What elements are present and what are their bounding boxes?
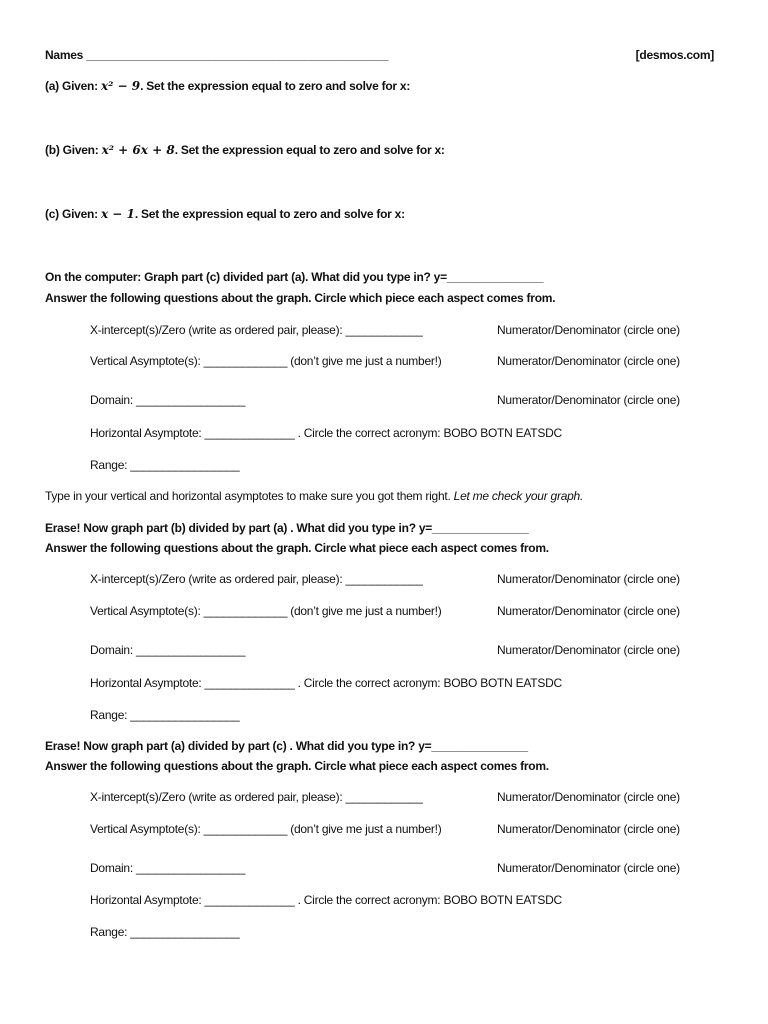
names-line: [45, 48, 388, 62]
horizontal-asymptote-question: Horizontal Asymptote: ______________ . Circle the correct acronym: BOBO BOTN EATSDC: [90, 426, 562, 440]
vertical-asymptote-choice: Numerator/Denominator (circle one): [497, 354, 680, 368]
part-c: [45, 207, 405, 221]
source-label: [desmos.com]: [635, 48, 714, 62]
x-intercept-choice: Numerator/Denominator (circle one): [497, 572, 680, 586]
domain-choice: Numerator/Denominator (circle one): [497, 861, 680, 875]
domain-choice: Numerator/Denominator (circle one): [497, 643, 680, 657]
check-note-italic: Let me check your graph.: [453, 489, 584, 503]
part-instruction: . Set the expression equal to zero and solve for x:: [174, 143, 445, 157]
vertical-asymptote-question: Vertical Asymptote(s): _____________ (don’t give me just a number!): [90, 604, 442, 618]
part-instruction: . Set the expression equal to zero and solve for x:: [134, 207, 405, 221]
range-question: Range: _________________: [90, 708, 240, 722]
domain-question: Domain: _________________: [90, 861, 246, 875]
x-intercept-question: X-intercept(s)/Zero (write as ordered pair, please): ____________: [90, 790, 423, 804]
x-intercept-choice: Numerator/Denominator (circle one): [497, 790, 680, 804]
x-intercept-question: X-intercept(s)/Zero (write as ordered pair, please): ____________: [90, 572, 423, 586]
part-label: (c) Given:: [45, 207, 98, 221]
names-label: Names: [45, 48, 84, 62]
section-intro: Erase! Now graph part (b) divided by part (a) . What did you type in? y=_______________: [45, 521, 529, 535]
part-expression: x² + 6x + 8: [101, 143, 175, 157]
horizontal-asymptote-question: Horizontal Asymptote: ______________ . Circle the correct acronym: BOBO BOTN EATSDC: [90, 676, 562, 690]
domain-question: Domain: _________________: [90, 393, 246, 407]
part-b: [45, 143, 445, 157]
vertical-asymptote-choice: Numerator/Denominator (circle one): [497, 604, 680, 618]
domain-choice: Numerator/Denominator (circle one): [497, 393, 680, 407]
range-question: Range: _________________: [90, 458, 240, 472]
domain-question: Domain: _________________: [90, 643, 246, 657]
part-a: [45, 79, 410, 93]
part-expression: x² − 9: [100, 79, 141, 93]
horizontal-asymptote-question: Horizontal Asymptote: ______________ . Circle the correct acronym: BOBO BOTN EATSDC: [90, 893, 562, 907]
range-question: Range: _________________: [90, 925, 240, 939]
check-note-text: Type in your vertical and horizontal asymptotes to make sure you got them right.: [45, 489, 451, 503]
vertical-asymptote-question: Vertical Asymptote(s): _____________ (don’t give me just a number!): [90, 822, 442, 836]
section-intro: On the computer: Graph part (c) divided part (a). What did you type in? y=_______________: [45, 270, 544, 284]
part-instruction: . Set the expression equal to zero and solve for x:: [140, 79, 411, 93]
section-instruction: Answer the following questions about the graph. Circle what piece each aspect comes from.: [45, 541, 549, 555]
names-blank: _______________________________________________: [86, 48, 389, 62]
section-instruction: Answer the following questions about the graph. Circle which piece each aspect comes from.: [45, 291, 556, 305]
vertical-asymptote-question: Vertical Asymptote(s): _____________ (don’t give me just a number!): [90, 354, 442, 368]
section-instruction: Answer the following questions about the graph. Circle what piece each aspect comes from.: [45, 759, 549, 773]
vertical-asymptote-choice: Numerator/Denominator (circle one): [497, 822, 680, 836]
part-label: (b) Given:: [45, 143, 99, 157]
part-expression: x − 1: [100, 207, 135, 221]
x-intercept-question: X-intercept(s)/Zero (write as ordered pair, please): ____________: [90, 323, 423, 337]
section-intro: Erase! Now graph part (a) divided by part (c) . What did you type in? y=_______________: [45, 739, 528, 753]
x-intercept-choice: Numerator/Denominator (circle one): [497, 323, 680, 337]
check-note: [45, 489, 583, 503]
part-label: (a) Given:: [45, 79, 98, 93]
